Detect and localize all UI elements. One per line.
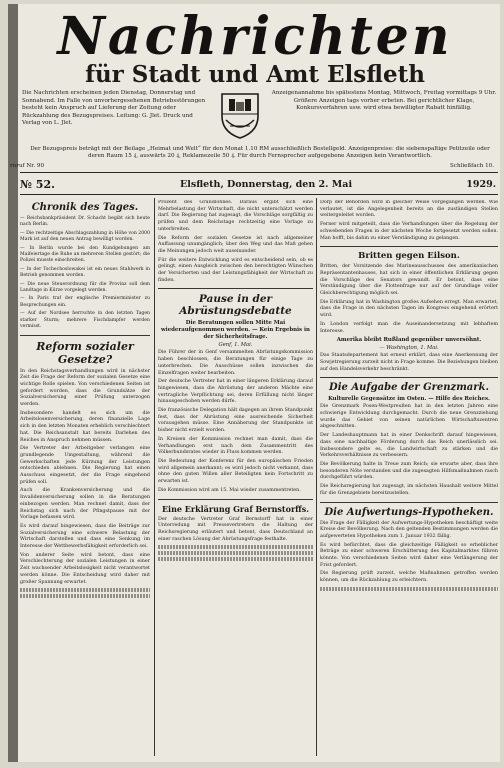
- masthead-title: Nachrichten: [57, 6, 453, 67]
- article-paragraph: Die Reform der sozialen Gesetze ist nach allgemeiner Auffassung unumgänglich; über den Weg und das Maß gehen die Meinungen jedoch weit auseinander.: [158, 235, 313, 254]
- article-paragraph: Der deutsche Vertreter hat in einer längeren Erklärung darauf hingewiesen, dass die Abrüstung der anderen Mächte eine vertragliche Verpflichtung sei, deren Erfüllung nicht länger hinausgeschoben werden dürfe.: [158, 379, 313, 405]
- chronik-item: — Die neue Steuerordnung für die Provinz soll dem Landtage in Kürze vorgelegt werden.: [20, 281, 150, 294]
- article-paragraph: Die Erklärung hat in Washington großes Aufsehen erregt. Man erwartet, dass die Frage in den nächsten Tagen im Kongress eingehend erörtert wird.: [320, 299, 498, 319]
- article-paragraph: Für die weitere Entwicklung wird es entscheidend sein, ob es gelingt, einen Ausgleich zwischen den berechtigten Wünschen der Versicherten und der Leistungsfähigkeit der Wirtschaft zu finden.: [158, 257, 313, 283]
- britten-note-dateline: — Washington, 1. Mai.: [379, 345, 439, 352]
- britten-note-heading: Amerika bleibt Rußland gegenüber unversöhnt.: [336, 337, 482, 344]
- article-paragraph: Auch die Krankenversicherung und die Invalidenversicherung sollen in die Beratungen einbezogen werden. Man rechnet damit, dass der Reichstag sich nach der Pfingstpause mit der Vorlage befassen wird.: [20, 488, 150, 521]
- masthead-subtitle: für Stadt und Amt Elsfleth: [85, 61, 425, 88]
- chronik-item: — Auf der Nordsee herrschte in den letzten Tagen starker Sturm; mehrere Fischdampfer werden vermisst.: [20, 311, 150, 330]
- article-paragraph: Britten, der Vorsitzende des Marineausschusses des amerikanischen Repräsentantenhauses, hat sich in einer öffentlichen Erklärung gegen die Vorschläge des Senators gewandt. Er betont, dass eine Verständigung über die Flottenfrage nur auf der Grundlage voller Gleichberechtigung möglich sei.: [320, 264, 498, 297]
- chronik-heading: Chronik des Tages.: [31, 202, 139, 213]
- section-divider: [320, 502, 498, 503]
- article-paragraph: In Kreisen der Kommission rechnet man damit, dass die Verhandlungen erst nach dem Zusammentritt des Völkerbundsrates wieder in Fluss kommen werden.: [158, 436, 313, 456]
- print-texture: [20, 588, 150, 592]
- masthead-left-notice: Die Nachrichten erscheinen jeden Dienstag, Donnerstag und Sonnabend. Im Falle von unvorhergesehenen Betriebsstörungen besteht kein Anspruch auf Lieferung der Zeitung oder Rückzahlung des Bezugspreises. Leitung: G. Jlet. Druck und Verlag von L. Jlet.: [22, 90, 206, 127]
- article-paragraph: Insbesondere handelt es sich um die Arbeitslosenversicherung, deren finanzielle Lage sich in den letzten Monaten erheblich verschlechtert hat. Die Reichsanstalt hat bereits Darlehen des Reiches in Anspruch nehmen müssen.: [20, 410, 150, 443]
- price-line: Der Bezugspreis beträgt mit der Beilage „Heimat und Welt“ für den Monat 1.10 RM ausschließlich Bestellgeld. Anzeigenpreise: die siebenspaltige Petitzeile oder deren Raum 15 ₰, auswärts 20 ₰, Reklamezeile 50 ₰. Für durch Fernsprecher aufgegebene Anzeigen kein Verantwortlich.: [30, 146, 490, 160]
- print-texture: [158, 551, 313, 555]
- article-paragraph: Die Reichsregierung hat zugesagt, im nächsten Haushalt weitere Mittel für die Grenzgebiete bereitzustellen.: [320, 484, 498, 496]
- masthead-right-notice: Anzeigenannahme bis spätestens Montag, Mittwoch, Freitag vormittags 9 Uhr. Größere Anzeigen tags vorher erbeten. Bei gerichtlicher Klage, Konkursverfahren usw. wird etwa bewilligter Rabatt hinfällig.: [271, 90, 497, 112]
- print-texture: [20, 594, 150, 598]
- article-paragraph: Von anderer Seite wird betont, dass eine Verschlechterung der sozialen Leistungen in einer Zeit wachsender Arbeitslosigkeit nicht verantwortet werden könne. Die Entscheidung wird daher mit großer Spannung erwartet.: [20, 552, 150, 585]
- chronik-item: — Reichsbankpräsident Dr. Schacht begibt sich heute nach Berlin.: [20, 216, 150, 228]
- issue-year: 1929.: [466, 179, 496, 190]
- section-divider: [320, 246, 498, 247]
- mailbox-number: Schließfach 10.: [449, 163, 494, 169]
- article-paragraph: Prozent des Grundlohnes. Daraus ergibt sich eine Mehrbelastung der Wirtschaft, die nicht unterschätzt werden darf. Die Regierung hat zugesagt, die Vorschläge sorgfältig zu prüfen und dem Reichstage rechtzeitig eine Vorlage zu unterbreiten.: [158, 200, 313, 232]
- phone-number: rnruf Nr. 90: [10, 163, 45, 169]
- britten-heading: Britten gegen Eilson.: [358, 251, 460, 262]
- article-paragraph: Die Kommission wird am 15. Mai wieder zusammentreten.: [158, 487, 301, 493]
- article-paragraph: Der Landeshauptmann hat in einer Denkschrift darauf hingewiesen, dass eine nachhaltige Förderung durch das Reich unerlässlich sei. Insbesondere gelte es, die Landwirtschaft zu stärken und die Verkehrsverhältnisse zu verbessern.: [320, 433, 498, 459]
- chronik-item: — In der Tschechoslowakei ist ein neues Stahlwerk in Betrieb genommen worden.: [20, 266, 150, 279]
- article-paragraph: Die Bedeutung der Konferenz für den europäischen Frieden wird allgemein anerkannt; es wird jedoch nicht verkannt, dass ohne den guten Willen aller Beteiligten kein Fortschritt zu erwarten ist.: [158, 458, 313, 485]
- article-paragraph: Die Führer der in Genf versammelten Abrüstungskommission haben beschlossen, die Beratungen für einige Tage zu unterbrechen. Die Ausschüsse sollen inzwischen die Einzelfragen weiter bearbeiten.: [158, 350, 313, 376]
- chronik-item: — In Paris traf der englische Premierminister zu Besprechungen ein.: [20, 296, 150, 308]
- pause-subhead: Die Beratungen sollen Mitte Mai wiederaufgenommen werden. — Kein Ergebnis in der Sicherheitsfrage.: [161, 320, 310, 341]
- rule-dateline: [20, 194, 498, 195]
- grenzmark-heading: Die Aufgabe der Grenzmark.: [329, 382, 489, 394]
- binding-spine: [8, 4, 18, 762]
- article-paragraph: Die Bevölkerung halte in Treue zum Reich; sie erwarte aber, dass ihre besonderen Nöte verstanden und die zugesagten Hilfsmaßnahmen rasch durchgeführt würden.: [320, 461, 498, 481]
- section-divider: [20, 335, 150, 336]
- print-texture: [158, 545, 313, 549]
- article-paragraph: Die Vertreter der Arbeitgeber verlangen eine grundlegende Umgestaltung, während die Gewerkschaften jede Kürzung der Leistungen entschieden ablehnen. Die Regierung hat einen Ausschuss eingesetzt, der die Frage eingehend prüfen soll.: [20, 446, 150, 485]
- article-paragraph: Ferner wird mitgeteilt, dass die Verhandlungen über die Regelung der schwebenden Fragen in der nächsten Woche fortgesetzt werden sollen. Man hofft, bis dahin zu einer Verständigung zu gelangen.: [320, 222, 498, 241]
- reform-heading: Reform sozialer Gesetze?: [36, 339, 134, 366]
- dateline: [20, 176, 498, 192]
- article-paragraph: Es wird befürchtet, dass die gleichzeitige Fälligkeit so erheblicher Beträge zu einer schweren Erschütterung des Kapitalmarktes führen könnte. Von verschiedenen Seiten wird daher eine Verlängerung der Frist gefordert.: [320, 542, 498, 568]
- section-divider: [158, 288, 313, 289]
- issue-number: № 52.: [20, 178, 55, 191]
- article-paragraph: Dorp der Behörden wird in gleicher Weise vorgegangen werden. Wie verlautet, ist die Angelegenheit bereits an die zuständigen Stellen weitergeleitet worden.: [320, 200, 498, 219]
- article-paragraph: In London verfolgt man die Auseinandersetzung mit lebhaftem Interesse.: [320, 321, 498, 334]
- grenzmark-subhead: Kulturelle Gegensätze im Osten. — Hilfe des Reiches.: [328, 396, 490, 403]
- column-rule-2: [316, 198, 317, 756]
- article-paragraph: Es wird darauf hingewiesen, dass die Beiträge zur Sozialversicherung eine schwere Belastung der Wirtschaft darstellen und dass eine Senkung im Interesse der Wettbewerbsfähigkeit erforderlich sei.: [20, 523, 150, 550]
- article-paragraph: Der deutsche Vertreter Graf Bernstorff hat in einer Unterredung mit Pressevertretern die Haltung der Reichsregierung erläutert und betont, dass Deutschland an einer raschen Lösung der Abrüstungsfrage festhalte.: [158, 516, 313, 542]
- rule-top: [20, 172, 498, 173]
- place-date: Elsfleth, Donnerstag, den 2. Mai: [180, 179, 353, 190]
- newspaper-page: [8, 4, 500, 762]
- column-rule-1: [154, 198, 155, 756]
- aufwertung-heading: Die Aufwertungs-Hypotheken.: [324, 506, 494, 518]
- chronik-item: — Die rechtzeitige Abschlagszahlung in Höhe von 2000 Mark ist auf den neuen Antrag bewilligt worden.: [20, 230, 150, 243]
- article-paragraph: Das Staatsdepartement hat erneut erklärt, dass eine Anerkennung der Sowjetregierung zurzeit nicht in Frage komme. Die Beziehungen bleiben auf den Handelsverkehr beschränkt.: [320, 353, 498, 372]
- graf-heading: Eine Erklärung Graf Bernstorffs.: [161, 503, 310, 514]
- article-paragraph: Die Grenzmark Posen-Westpreußen hat in den letzten Jahren eine schwierige Entwicklung durchgemacht. Durch die neue Grenzziehung wurde das Gebiet von seinen natürlichen Wirtschaftszentren abgeschnitten.: [320, 404, 498, 430]
- column-2: [158, 200, 313, 756]
- chronik-item: — In Berlin wurde bei den Kundgebungen am Maifeiertage die Ruhe an mehreren Stellen gestört; die Polizei musste einschreiten.: [20, 245, 150, 264]
- column-1: [20, 200, 150, 756]
- article-paragraph: Die französische Delegation hält dagegen an ihrem Standpunkt fest, dass der Abrüstung eine ausreichende Sicherheit vorausgehen müsse. Eine Annäherung der Standpunkte ist bisher nicht erzielt worden.: [158, 408, 313, 434]
- pause-dateline: Genf, 1. Mai.: [218, 342, 253, 349]
- article-paragraph: Die Frage der Fälligkeit der Aufwertungs-Hypotheken beschäftigt weite Kreise der Bevölkerung. Nach den geltenden Bestimmungen werden die aufgewerteten Hypotheken zum 1. Januar 1932 fällig.: [320, 520, 498, 539]
- print-texture: [158, 557, 313, 561]
- section-divider: [320, 377, 498, 378]
- column-3: [320, 200, 498, 756]
- section-divider: [158, 499, 313, 500]
- town-crest-icon: [216, 90, 264, 140]
- article-paragraph: Die Regierung prüft zurzeit, welche Maßnahmen getroffen werden können, um die Rückzahlung zu erleichtern.: [320, 571, 498, 584]
- print-texture: [320, 587, 498, 591]
- pause-heading: Pause in der Abrüstungsdebatte: [179, 293, 292, 318]
- article-paragraph: In den Reichstagsverhandlungen wird in nächster Zeit die Frage der Reform der sozialen Gesetze eine wichtige Rolle spielen. Von verschiedenen Seiten ist gefordert worden, dass die Grundsätze der Sozialversicherung einer Prüfung unterzogen werden.: [20, 368, 150, 408]
